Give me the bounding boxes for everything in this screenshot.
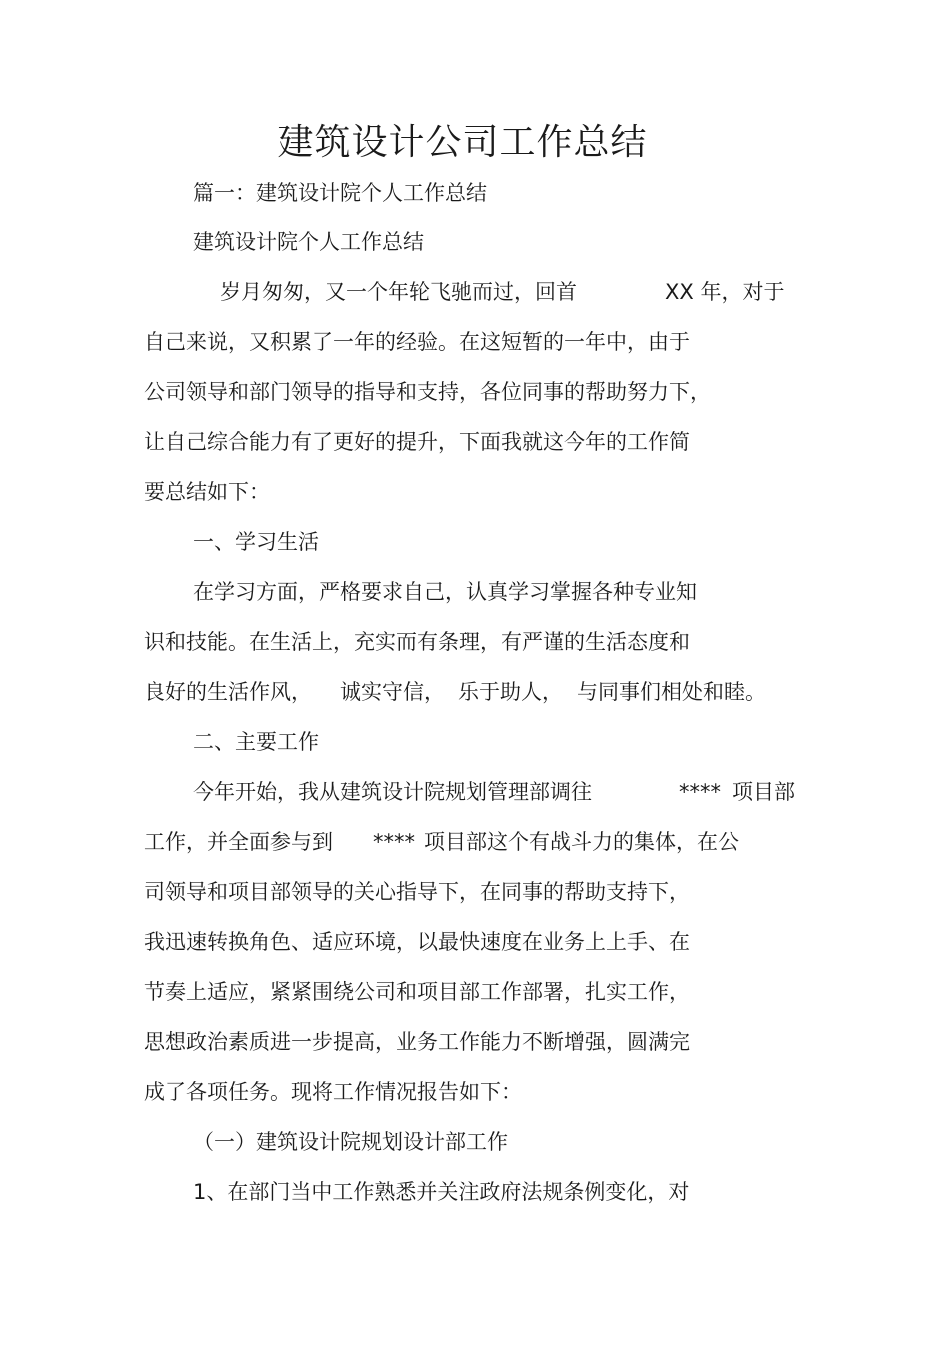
paragraph-line: 与同事们相处和睦。: [577, 680, 766, 704]
paragraph-line: 工作，并全面参与到: [144, 830, 333, 854]
paragraph-line: 在学习方面，严格要求自己，认真学习掌握各种专业知: [193, 580, 697, 604]
paragraph-line: 节奏上适应，紧紧围绕公司和项目部工作部署，扎实工作，: [144, 980, 690, 1004]
paragraph-line: 今年开始，我从建筑设计院规划管理部调往: [193, 780, 592, 804]
paragraph-line: 自己来说，又积累了一年的经验。在这短暂的一年中，由于: [144, 330, 690, 354]
paragraph-line: 让自己综合能力有了更好的提升，下面我就这今年的工作简: [144, 430, 690, 454]
paragraph-line: ****: [373, 830, 415, 854]
paragraph-line: 司领导和项目部领导的关心指导下，在同事的帮助支持下，: [144, 880, 690, 904]
section-heading: 篇一：建筑设计院个人工作总结: [193, 181, 487, 205]
paragraph-line: 我迅速转换角色、适应环境，以最快速度在业务上上手、在: [144, 930, 690, 954]
paragraph-line: 识和技能。在生活上，充实而有条理，有严谨的生活态度和: [144, 630, 690, 654]
paragraph-line: 岁月匆匆，又一个年轮飞驰而过，回首: [220, 280, 577, 304]
paragraph-line: 1、在部门当中工作熟悉并关注政府法规条例变化，对: [193, 1180, 690, 1204]
subtitle: 建筑设计院个人工作总结: [193, 230, 424, 254]
paragraph-line: 乐于助人，: [458, 680, 563, 704]
paragraph-line: 诚实守信，: [340, 680, 445, 704]
paragraph-line: 成了各项任务。现将工作情况报告如下：: [144, 1080, 522, 1104]
section-heading: 二、主要工作: [193, 730, 319, 754]
paragraph-line: 思想政治素质进一步提高，业务工作能力不断增强，圆满完: [144, 1030, 690, 1054]
subsection-heading: （一）建筑设计院规划设计部工作: [193, 1130, 508, 1154]
document-title: 建筑设计公司工作总结: [277, 122, 648, 163]
paragraph-line: 公司领导和部门领导的指导和支持，各位同事的帮助努力下，: [144, 380, 711, 404]
paragraph-line: 良好的生活作风，: [144, 680, 312, 704]
paragraph-line: 项目部这个有战斗力的集体，在公: [424, 830, 739, 854]
paragraph-line: ****: [679, 780, 721, 804]
paragraph-line: 要总结如下：: [144, 480, 270, 504]
paragraph-line: XX 年，对于: [665, 280, 785, 304]
section-heading: 一、学习生活: [193, 530, 319, 554]
paragraph-line: 项目部: [732, 780, 795, 804]
